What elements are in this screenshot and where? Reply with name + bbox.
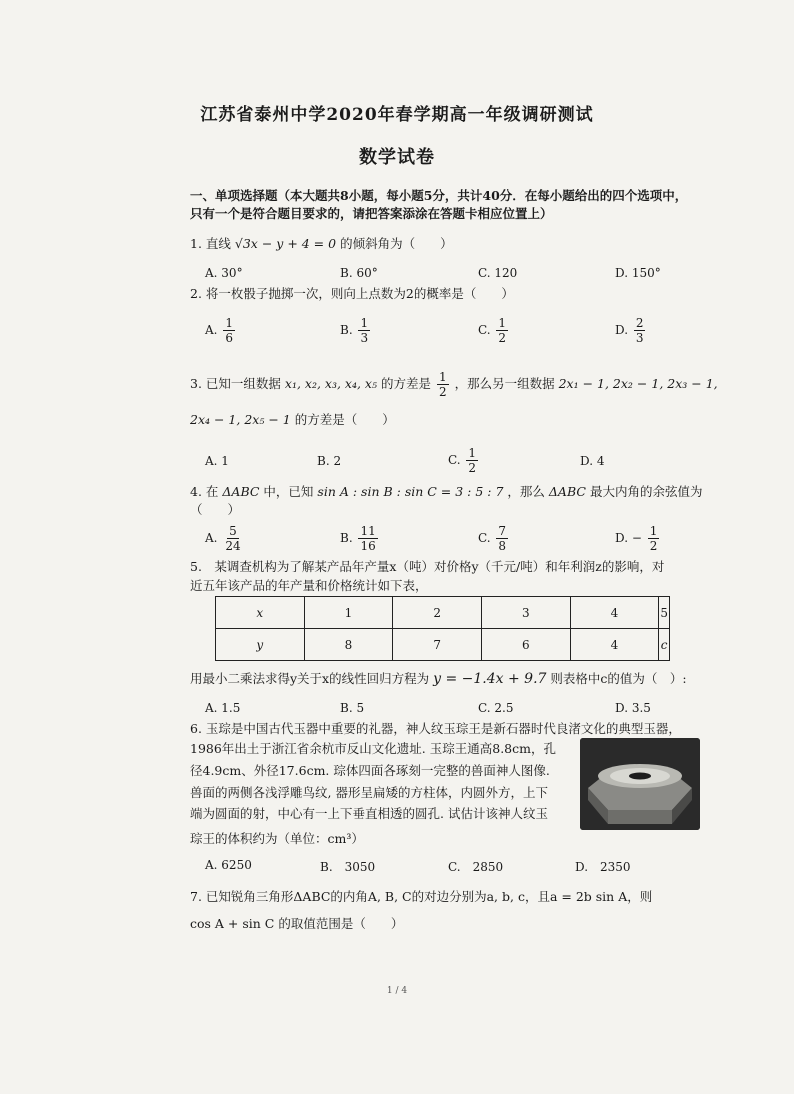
question-2-option-c: C. $\frac{1}{2}$ xyxy=(478,316,507,345)
question-1-suffix: 的倾斜角为（ ） xyxy=(340,236,453,251)
question-3-option-d: D. 4 xyxy=(580,454,605,468)
question-1-option-c: C. 120 xyxy=(478,266,518,280)
question-2-option-b: B. $\frac{1}{3}$ xyxy=(340,316,369,345)
page-number: 1 / 4 xyxy=(386,986,408,996)
question-1-option-b: B. 60° xyxy=(340,266,378,280)
question-3-option-b: B. 2 xyxy=(317,454,342,468)
question-1-option-a: A. 30° xyxy=(205,266,243,280)
question-5-option-b: B. 5 xyxy=(340,701,365,715)
exam-subtitle: 数学试卷 xyxy=(359,147,435,168)
question-5-stem-line2: 近五年该产品的年产量和价格统计如下表， xyxy=(190,578,428,593)
table-cell: x xyxy=(216,597,305,629)
question-6-option-b: B. 3050 xyxy=(320,860,376,874)
question-4-stem-end: （ ） xyxy=(190,502,241,517)
table-cell: 2 xyxy=(393,597,482,629)
question-6-option-a: A. 6250 xyxy=(205,858,252,872)
question-1-stem xyxy=(190,236,453,252)
question-5-table xyxy=(215,596,670,661)
table-cell: 8 xyxy=(304,629,393,661)
table-cell: 7 xyxy=(393,629,482,661)
question-3-option-c: C. $\frac{1}{2}$ xyxy=(448,446,477,475)
table-cell: 4 xyxy=(570,629,659,661)
question-1-prefix: 1. 直线 xyxy=(190,236,231,251)
question-6-line2: 1986年出土于浙江省余杭市反山文化遗址. 玉琮王通高8.8cm，孔 xyxy=(190,741,556,756)
question-6-option-d: D. 2350 xyxy=(575,860,631,874)
question-6-line4: 兽面的两侧各浅浮雕鸟纹, 器形呈扁矮的方柱体，内圆外方，上下 xyxy=(190,785,548,800)
question-4-option-c: C. $\frac{7}{8}$ xyxy=(478,524,507,553)
question-3-stem-line2: 2x₄ − 1, 2x₅ − 1 的方差是（ ） xyxy=(190,412,395,427)
question-7-line2: cos A + sin C 的取值范围是（ ） xyxy=(190,916,404,931)
question-6-line5: 端为圆面的射，中心有一上下垂直相透的圆孔. 试估计该神人纹玉 xyxy=(190,806,548,821)
table-cell: 1 xyxy=(304,597,393,629)
section-heading-line2: 只有一个是符合题目要求的，请把答案添涂在答题卡相应位置上） xyxy=(190,206,553,221)
question-5-option-c: C. 2.5 xyxy=(478,701,514,715)
question-5-regression: 用最小二乘法求得y关于x的线性回归方程为 y = −1.4x + 9.7 则表格中c的值为（ ）: xyxy=(190,671,687,687)
question-4-stem: 4. 在 ΔABC 中，已知 sin A : sin B : sin C = 3 : 5 : 7 ，那么 ΔABC 最大内角的余弦值为 xyxy=(190,484,703,499)
question-4-option-a: A. $\frac{5}{24}$ xyxy=(205,524,241,553)
question-1-equation: √3x − y + 4 = 0 xyxy=(234,236,337,251)
question-6-line3: 径4.9cm、外径17.6cm. 琮体四面各琢刻一完整的兽面神人图像. xyxy=(190,763,550,778)
question-5-option-a: A. 1.5 xyxy=(205,701,241,715)
table-row xyxy=(216,629,670,661)
question-7-line1: 7. 已知锐角三角形ΔABC的内角A, B, C的对边分别为a, b, c，且a = 2b sin A，则 xyxy=(190,889,653,904)
table-cell: y xyxy=(216,629,305,661)
question-4-option-b: B. $\frac{11}{16}$ xyxy=(340,524,376,553)
table-cell: 5 xyxy=(659,597,670,629)
question-1-option-d: D. 150° xyxy=(615,266,661,280)
question-5-option-d: D. 3.5 xyxy=(615,701,651,715)
table-cell: 4 xyxy=(570,597,659,629)
table-cell: 3 xyxy=(481,597,570,629)
question-3-stem-line1: 3. 已知一组数据 x₁, x₂, x₃, x₄, x₅ 的方差是 $\frac{1}{2}$ ，那么另一组数据 2x₁ − 1, 2x₂ − 1, 2x₃ − 1, xyxy=(190,370,718,399)
question-5-stem-line1: 5. 某调查机构为了解某产品年产量x（吨）对价格y（千元/吨）和年利润z的影响，对 xyxy=(190,559,665,574)
question-2-option-a: A. $\frac{1}{6}$ xyxy=(205,316,233,345)
jade-cong-photo xyxy=(580,738,700,830)
table-cell: 6 xyxy=(481,629,570,661)
question-3-option-a: A. 1 xyxy=(205,454,229,468)
question-2-stem: 2. 将一枚骰子抛掷一次，则向上点数为2的概率是（ ） xyxy=(190,286,514,301)
question-6-option-c: C. 2850 xyxy=(448,860,504,874)
question-6-line6: 琮王的体积约为（单位：cm³） xyxy=(190,831,364,846)
question-2-option-d: D. $\frac{2}{3}$ xyxy=(615,316,644,345)
table-cell: c xyxy=(659,629,670,661)
table-row xyxy=(216,597,670,629)
question-4-option-d: D. − $\frac{1}{2}$ xyxy=(615,524,658,553)
section-heading-line1: 一、单项选择题（本大题共8小题，每小题5分，共计40分．在每小题给出的四个选项中， xyxy=(190,188,688,203)
exam-title: 江苏省泰州中学2020年春学期高一年级调研测试 xyxy=(200,105,594,125)
question-6-line1: 6. 玉琮是中国古代玉器中重要的礼器，神人纹玉琮王是新石器时代良渚文化的典型玉器， xyxy=(190,721,681,736)
